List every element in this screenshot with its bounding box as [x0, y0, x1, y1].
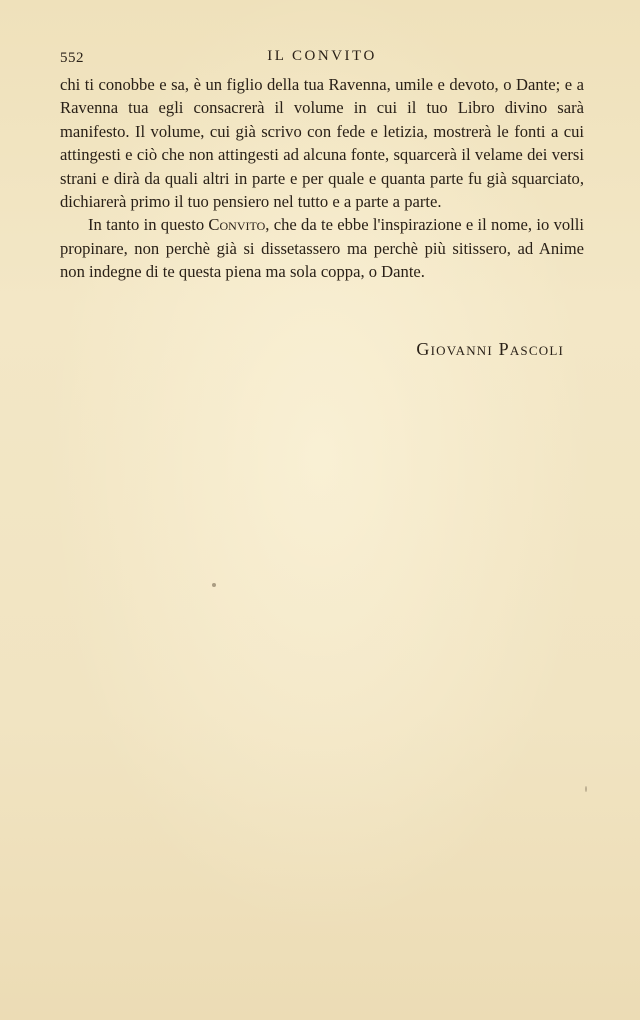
paragraph-2-text-before: In tanto in questo — [88, 215, 209, 235]
paragraph-2-text-after: , che da te ebbe l'inspirazione e il nome, io volli propinare, non perchè già si dissetassero ma perchè più sitissero, ad Anime non indegne di te questa piena ma sola coppa, o Dante. — [60, 215, 584, 282]
convito-small-caps: Convito — [208, 215, 266, 235]
body-text — [60, 73, 584, 284]
page-number: 552 — [60, 50, 84, 66]
paragraph-1: chi ti conobbe e sa, è un figlio della tua Ravenna, umile e devoto, o Dante; e a Ravenna tua egli consacrerà il volume in cui il tuo Libro divino sarà manifesto. Il volume, cui già scrivo con fede e letizia, mostrerà le fonti a cui attingesti e ciò che non attingesti ad alcuna fonte, squarcerà il velame dei versi strani e dirà da quali altri in parte e per quale e quanta parte fu già squarciato, dichiarerà primo il tuo pensiero nel tutto e a parte a parte. — [60, 75, 584, 212]
paper-speck — [212, 583, 216, 587]
paragraph-2 — [60, 213, 584, 283]
page-header — [60, 48, 584, 68]
running-title: IL CONVITO — [267, 48, 377, 64]
author-signature: Giovanni Pascoli — [416, 339, 564, 359]
paper-speck — [585, 786, 587, 792]
